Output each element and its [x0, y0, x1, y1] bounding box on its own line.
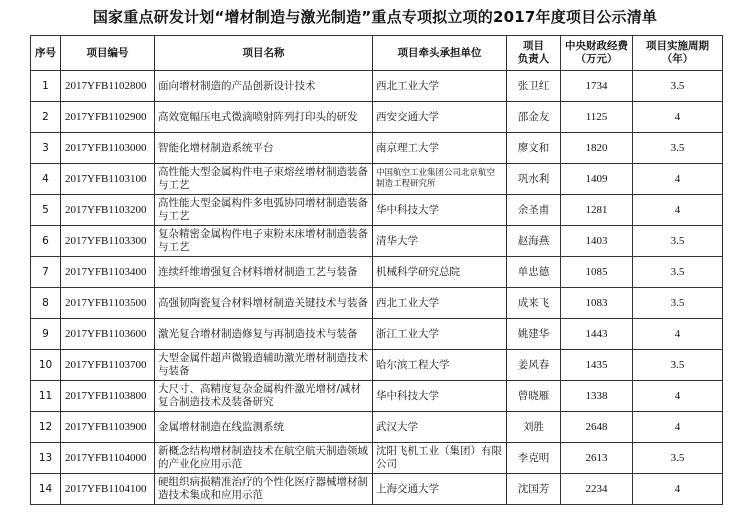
cell-period: 4 [633, 164, 723, 195]
cell-seq: 3 [31, 133, 61, 164]
cell-funding: 1085 [561, 257, 633, 288]
cell-project-code: 2017YFB1102800 [61, 71, 155, 102]
table-row [31, 474, 723, 505]
cell-leader: 沈国芳 [507, 474, 561, 505]
cell-project-name: 高性能大型金属构件多电弧协同增材制造装备与工艺 [155, 195, 373, 226]
cell-funding: 1820 [561, 133, 633, 164]
cell-lead-unit: 哈尔滨工程大学 [373, 350, 507, 381]
cell-leader: 姜风春 [507, 350, 561, 381]
cell-lead-unit: 武汉大学 [373, 412, 507, 443]
cell-seq: 7 [31, 257, 61, 288]
cell-leader: 廖文和 [507, 133, 561, 164]
header-funding: 中央财政经费 （万元） [561, 36, 633, 71]
table-row [31, 350, 723, 381]
cell-leader: 张卫红 [507, 71, 561, 102]
cell-project-name: 面向增材制造的产品创新设计技术 [155, 71, 373, 102]
cell-leader: 李克明 [507, 443, 561, 474]
cell-funding: 1403 [561, 226, 633, 257]
cell-funding: 1125 [561, 102, 633, 133]
table-row [31, 288, 723, 319]
cell-funding: 1281 [561, 195, 633, 226]
cell-leader: 曾晓雁 [507, 381, 561, 412]
cell-project-code: 2017YFB1104100 [61, 474, 155, 505]
cell-lead-unit: 清华大学 [373, 226, 507, 257]
cell-lead-unit: 上海交通大学 [373, 474, 507, 505]
cell-lead-unit: 西北工业大学 [373, 71, 507, 102]
table-row [31, 226, 723, 257]
header-unit: 项目牵头承担单位 [373, 36, 507, 71]
table-row [31, 319, 723, 350]
cell-project-name: 大尺寸、高精度复杂金属构件激光增材/减材复合制造技术及装备研究 [155, 381, 373, 412]
cell-leader: 巩水利 [507, 164, 561, 195]
cell-project-code: 2017YFB1103800 [61, 381, 155, 412]
cell-period: 4 [633, 474, 723, 505]
cell-project-code: 2017YFB1103700 [61, 350, 155, 381]
cell-project-code: 2017YFB1103400 [61, 257, 155, 288]
table-row [31, 412, 723, 443]
cell-period: 3.5 [633, 257, 723, 288]
cell-funding: 1734 [561, 71, 633, 102]
cell-leader: 姚建华 [507, 319, 561, 350]
cell-seq: 2 [31, 102, 61, 133]
table-row [31, 71, 723, 102]
cell-project-name: 大型金属件超声微锻造辅助激光增材制造技术与装备 [155, 350, 373, 381]
cell-lead-unit: 西北工业大学 [373, 288, 507, 319]
cell-project-name: 高强韧陶瓷复合材料增材制造关键技术与装备 [155, 288, 373, 319]
cell-leader: 刘胜 [507, 412, 561, 443]
page-title: 国家重点研发计划“增材制造与激光制造”重点专项拟立项的2017年度项目公示清单 [92, 8, 658, 26]
cell-seq: 1 [31, 71, 61, 102]
cell-seq: 10 [31, 350, 61, 381]
table-row [31, 195, 723, 226]
cell-period: 3.5 [633, 350, 723, 381]
cell-leader: 邵金友 [507, 102, 561, 133]
cell-seq: 9 [31, 319, 61, 350]
cell-project-name: 新概念结构增材制造技术在航空航天制造领域的产业化应用示范 [155, 443, 373, 474]
cell-period: 3.5 [633, 71, 723, 102]
cell-funding: 2648 [561, 412, 633, 443]
cell-seq: 11 [31, 381, 61, 412]
cell-leader: 余圣甫 [507, 195, 561, 226]
table-row [31, 443, 723, 474]
cell-project-name: 智能化增材制造系统平台 [155, 133, 373, 164]
table-row [31, 164, 723, 195]
cell-project-code: 2017YFB1103900 [61, 412, 155, 443]
cell-funding: 1409 [561, 164, 633, 195]
cell-lead-unit: 西安交通大学 [373, 102, 507, 133]
header-leader: 项目 负责人 [507, 36, 561, 71]
header-row [31, 36, 723, 71]
cell-lead-unit: 浙江工业大学 [373, 319, 507, 350]
header-code: 项目编号 [61, 36, 155, 71]
cell-seq: 5 [31, 195, 61, 226]
cell-period: 3.5 [633, 226, 723, 257]
cell-project-code: 2017YFB1103500 [61, 288, 155, 319]
cell-project-code: 2017YFB1103000 [61, 133, 155, 164]
cell-project-name: 复杂精密金属构件电子束粉末床增材制造装备与工艺 [155, 226, 373, 257]
cell-funding: 2234 [561, 474, 633, 505]
header-period: 项目实施周期 （年） [633, 36, 723, 71]
cell-seq: 14 [31, 474, 61, 505]
header-seq: 序号 [31, 36, 61, 71]
cell-period: 4 [633, 412, 723, 443]
cell-seq: 6 [31, 226, 61, 257]
table-row [31, 381, 723, 412]
cell-funding: 1435 [561, 350, 633, 381]
cell-funding: 1083 [561, 288, 633, 319]
cell-period: 4 [633, 381, 723, 412]
cell-project-name: 激光复合增材制造修复与再制造技术与装备 [155, 319, 373, 350]
cell-project-name: 连续纤维增强复合材料增材制造工艺与装备 [155, 257, 373, 288]
header-name: 项目名称 [155, 36, 373, 71]
cell-seq: 12 [31, 412, 61, 443]
cell-lead-unit: 中国航空工业集团公司北京航空制造工程研究所 [373, 164, 507, 195]
cell-period: 4 [633, 102, 723, 133]
cell-period: 4 [633, 195, 723, 226]
cell-period: 3.5 [633, 443, 723, 474]
cell-project-name: 高效宽幅压电式微滴喷射阵列打印头的研发 [155, 102, 373, 133]
cell-period: 3.5 [633, 288, 723, 319]
cell-seq: 13 [31, 443, 61, 474]
cell-project-code: 2017YFB1103200 [61, 195, 155, 226]
cell-project-code: 2017YFB1104000 [61, 443, 155, 474]
cell-project-code: 2017YFB1103300 [61, 226, 155, 257]
cell-project-name: 硬组织病损精准治疗的个性化医疗器械增材制造技术集成和应用示范 [155, 474, 373, 505]
cell-funding: 1338 [561, 381, 633, 412]
cell-project-code: 2017YFB1103600 [61, 319, 155, 350]
cell-lead-unit: 华中科技大学 [373, 381, 507, 412]
cell-leader: 赵海燕 [507, 226, 561, 257]
table-row [31, 133, 723, 164]
cell-project-name: 高性能大型金属构件电子束熔丝增材制造装备与工艺 [155, 164, 373, 195]
cell-seq: 8 [31, 288, 61, 319]
table-row [31, 102, 723, 133]
cell-leader: 成来飞 [507, 288, 561, 319]
cell-project-name: 金属增材制造在线监测系统 [155, 412, 373, 443]
cell-lead-unit: 机械科学研究总院 [373, 257, 507, 288]
table-row [31, 257, 723, 288]
cell-lead-unit: 南京理工大学 [373, 133, 507, 164]
cell-project-code: 2017YFB1103100 [61, 164, 155, 195]
cell-leader: 单忠德 [507, 257, 561, 288]
cell-lead-unit: 华中科技大学 [373, 195, 507, 226]
cell-funding: 1443 [561, 319, 633, 350]
cell-period: 3.5 [633, 133, 723, 164]
cell-project-code: 2017YFB1102900 [61, 102, 155, 133]
cell-period: 4 [633, 319, 723, 350]
project-table [30, 35, 723, 505]
cell-seq: 4 [31, 164, 61, 195]
cell-funding: 2613 [561, 443, 633, 474]
cell-lead-unit: 沈阳飞机工业（集团）有限公司 [373, 443, 507, 474]
